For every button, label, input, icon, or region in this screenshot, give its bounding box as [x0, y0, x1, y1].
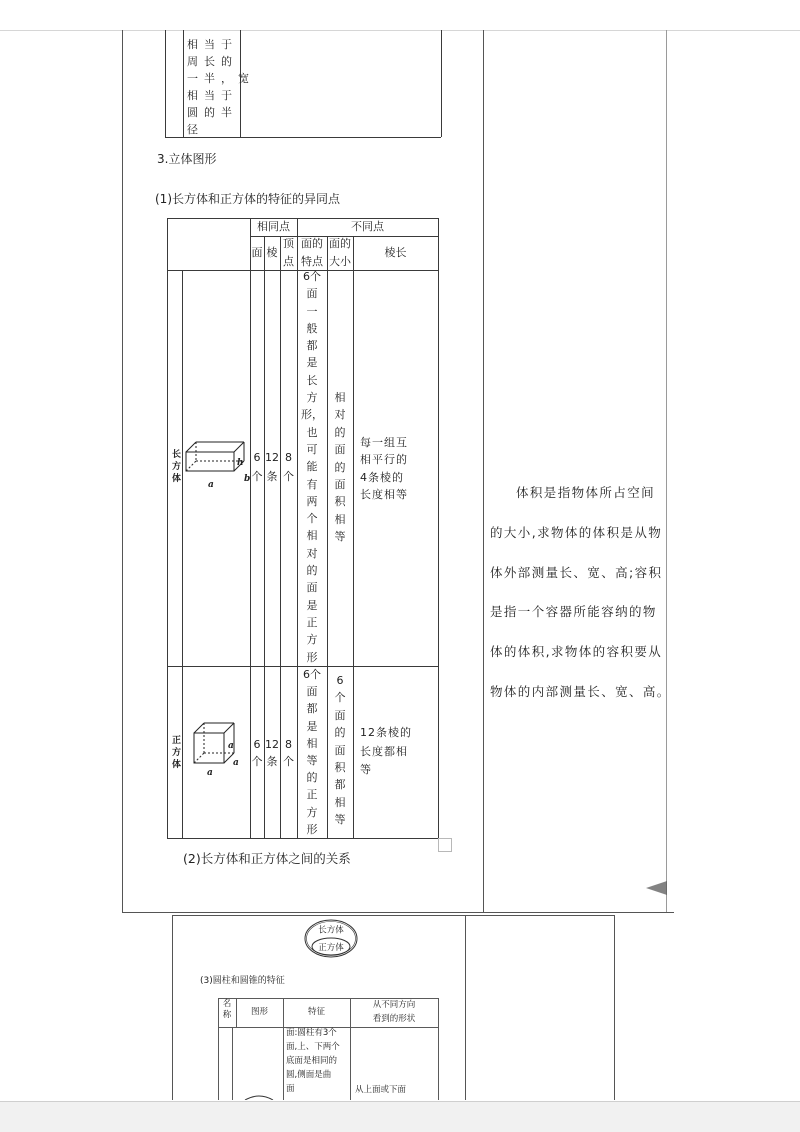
text-line: 个 [283, 470, 294, 483]
cube-bottom-label: a [207, 768, 213, 778]
text-line: 条 [266, 755, 278, 768]
column-divider [483, 30, 484, 912]
header-same-group: 相同点 [257, 220, 290, 233]
text-line: 一半，宽 [187, 72, 255, 85]
cuboid-face-feature [297, 268, 327, 666]
page-bottom-border [122, 912, 674, 913]
scan-bottom-margin [0, 1101, 800, 1132]
cuboid-face-size [327, 389, 353, 546]
header-views [350, 998, 438, 1026]
text-line: 名 [222, 999, 232, 1009]
text-line: 面 [334, 443, 346, 457]
text-line: 8 [285, 451, 292, 464]
cylinder-feature-text [286, 1026, 350, 1096]
text-line: 相 [306, 529, 318, 543]
text-line: 面 [286, 1084, 295, 1094]
text-line: 积 [334, 495, 346, 509]
text-line: 的 [306, 564, 318, 578]
text-line: 6 [253, 451, 261, 464]
cuboid-edge [234, 442, 244, 452]
text-line: 的大小,求物体的体积是从物 [490, 524, 663, 540]
text-line: 特点 [301, 255, 323, 268]
text-line: 正 [306, 615, 318, 629]
venn-outer-label: 长方体 [318, 925, 344, 936]
text-line: 顶 [283, 237, 294, 250]
text-line: 相 [306, 736, 318, 750]
text-line: 的 [334, 726, 346, 740]
text-line: 圆,侧面是曲 [286, 1070, 332, 1080]
text-line: 面 [306, 581, 318, 595]
text-line: 方 [306, 633, 318, 647]
text-line: 径 [187, 123, 204, 136]
text-line: 长 [306, 373, 318, 387]
text-line: 面:圆柱有3个 [286, 1028, 337, 1038]
cube-faces [250, 736, 264, 770]
text-line: 物体的内部测量长、宽、高。 [490, 683, 671, 699]
text-line: 个 [306, 512, 318, 526]
text-line: 的 [334, 425, 346, 439]
text-line: 面的 [329, 237, 351, 250]
text-line: 圆的半 [187, 106, 238, 119]
text-line: 形， [301, 408, 323, 422]
text-line: 形 [306, 822, 318, 836]
table-rule [441, 30, 442, 137]
section-title: 3.立体图形 [157, 152, 217, 166]
text-line: 形 [306, 650, 318, 664]
cube-depth-label: a [233, 758, 239, 768]
text-line: 面 [306, 685, 318, 699]
text-line: 是 [306, 719, 318, 733]
table-anchor-box[interactable] [438, 838, 452, 852]
cuboid-height-label: h [237, 458, 244, 468]
text-line: 6 [336, 674, 344, 687]
text-line: 8 [285, 738, 292, 751]
cuboid-width-label: b [244, 474, 250, 484]
cylinder-top-arc [245, 1096, 273, 1100]
header-face-feature [297, 235, 327, 271]
text-line: 相 [334, 391, 346, 404]
text-line: 体积是指物体所占空间 [516, 485, 656, 500]
text-line: 的 [334, 460, 346, 474]
page-left-border [122, 30, 123, 912]
row-name-cuboid: 长方体 [170, 449, 180, 485]
table-rule [167, 838, 439, 839]
scan-shadow-mark [644, 878, 668, 898]
cuboid-vertices [280, 448, 297, 486]
header-name [218, 999, 236, 1021]
text-line: 长度相等 [360, 487, 408, 501]
column-divider [465, 915, 466, 1100]
text-line: 底面是相同的 [286, 1056, 338, 1066]
text-line: 相 [334, 795, 346, 809]
text-line: 有 [306, 477, 318, 491]
page-left-border [172, 915, 173, 1100]
text-line: 是 [306, 356, 318, 370]
text-line: 可 [306, 442, 318, 456]
header-face-size [327, 235, 353, 271]
text-line: 方 [306, 391, 318, 405]
text-line: 般 [306, 321, 318, 335]
cylinder-figure [243, 1092, 275, 1100]
text-line: 大小 [329, 255, 351, 268]
text-line: 相当于 [187, 38, 238, 51]
table-rule [353, 236, 354, 838]
text-line: 等 [334, 813, 346, 827]
cuboid-hidden-edge [186, 461, 196, 471]
text-line: 两 [306, 494, 318, 508]
cube-figure [183, 716, 250, 780]
header-edge-length: 棱长 [384, 246, 407, 259]
cube-face-size [327, 672, 353, 829]
text-line: 个 [283, 755, 294, 768]
cube-face-feature [297, 666, 327, 838]
header-feature: 特征 [307, 1007, 325, 1017]
header-figure: 图形 [250, 1007, 268, 1017]
header-face: 面 [251, 246, 263, 259]
table-rule [438, 218, 439, 839]
table-rule [438, 998, 439, 1100]
text-line: 等 [360, 763, 372, 776]
header-diff-group: 不同点 [351, 220, 384, 233]
text-line: 从不同方向 [372, 1000, 416, 1010]
text-line: 12 [265, 451, 279, 464]
subsection-2-title: (2)长方体和正方体之间的关系 [183, 851, 351, 866]
text-line: 等 [334, 530, 346, 544]
text-line: 面,上、下两个 [286, 1042, 340, 1052]
text-line: 相 [334, 512, 346, 526]
text-line: 长度都相 [360, 744, 408, 758]
table-rule [183, 30, 184, 137]
text-line: 对 [334, 408, 346, 422]
text-line: 称 [222, 1010, 232, 1020]
text-line: 都 [306, 702, 318, 716]
text-line: 相平行的 [360, 453, 408, 467]
text-line: 也 [306, 425, 318, 439]
cuboid-length-label: a [208, 480, 214, 490]
cube-front-face [194, 733, 224, 763]
volume-definition-paragraph [490, 473, 671, 712]
fragment-cell-text [187, 36, 255, 138]
scan-top-edge [0, 30, 800, 31]
cube-vertices [280, 736, 297, 770]
text-line: 都 [334, 778, 346, 792]
page-right-border [666, 30, 667, 912]
venn-inner-label: 正方体 [318, 943, 344, 953]
text-line: 是指一个容器所能容纳的物 [490, 604, 657, 620]
table-rule [167, 218, 168, 838]
cylinder-views-text: 从上面或下面 [355, 1085, 407, 1095]
cuboid-edge-length [360, 434, 436, 503]
text-line: 对 [306, 546, 318, 560]
text-line: 体外部测量长、宽、高;容积 [490, 564, 663, 580]
text-line: 每一组互 [360, 436, 408, 449]
text-line: 条 [266, 470, 278, 483]
text-line: 方 [306, 805, 318, 819]
text-line: 6个 [303, 270, 321, 283]
header-edge: 棱 [266, 246, 278, 259]
table-rule [167, 218, 438, 219]
text-line: 6 [253, 738, 261, 751]
header-vertex [280, 235, 297, 271]
cuboid-figure [183, 436, 250, 492]
text-line: 个 [251, 755, 263, 768]
text-line: 都 [306, 339, 318, 353]
scan-shadow-shape [646, 881, 667, 895]
cuboid-edges [264, 448, 280, 486]
text-line: 面 [306, 287, 318, 301]
cube-edge [224, 723, 234, 733]
text-line: 个 [334, 691, 346, 705]
text-line: 面 [334, 708, 346, 722]
text-line: 面 [334, 743, 346, 757]
table-rule [165, 30, 166, 137]
text-line: 体的体积,求物体的容积要从 [490, 644, 663, 660]
cuboid-edge [186, 442, 196, 452]
text-line: 面 [334, 478, 346, 492]
page-right-border [614, 915, 615, 1100]
text-line: 是 [306, 598, 318, 612]
cube-edge [194, 723, 204, 733]
table-rule [232, 1027, 233, 1100]
text-line: 积 [334, 761, 346, 775]
text-line: 12条棱的 [360, 726, 412, 739]
text-line: 点 [283, 255, 294, 268]
text-line: 等 [306, 754, 318, 768]
cube-edges [264, 736, 280, 770]
text-line: 周长的 [187, 55, 238, 68]
text-line: 相当于 [187, 89, 238, 102]
text-line: 的 [306, 771, 318, 785]
text-line: 一 [306, 304, 318, 318]
text-line: 4条棱的 [360, 470, 404, 484]
text-line: 看到的形状 [372, 1014, 416, 1024]
cube-side-label: a [228, 741, 234, 751]
cuboid-faces [250, 448, 264, 486]
text-line: 正 [306, 788, 318, 802]
subsection-3-title: (3)圆柱和圆锥的特征 [200, 976, 285, 986]
subsection-1-title: (1)长方体和正方体的特征的异同点 [155, 192, 340, 206]
text-line: 6个 [303, 668, 321, 681]
text-line: 个 [251, 470, 263, 483]
cube-hidden-edge [194, 753, 204, 763]
text-line: 面的 [301, 237, 323, 250]
text-line: 12 [265, 738, 279, 751]
text-line: 能 [306, 460, 318, 474]
row-name-cube: 正方体 [170, 735, 180, 771]
page-top-border [172, 915, 614, 916]
cuboid-cube-venn-diagram [300, 917, 362, 961]
cube-edge-length [360, 724, 436, 780]
